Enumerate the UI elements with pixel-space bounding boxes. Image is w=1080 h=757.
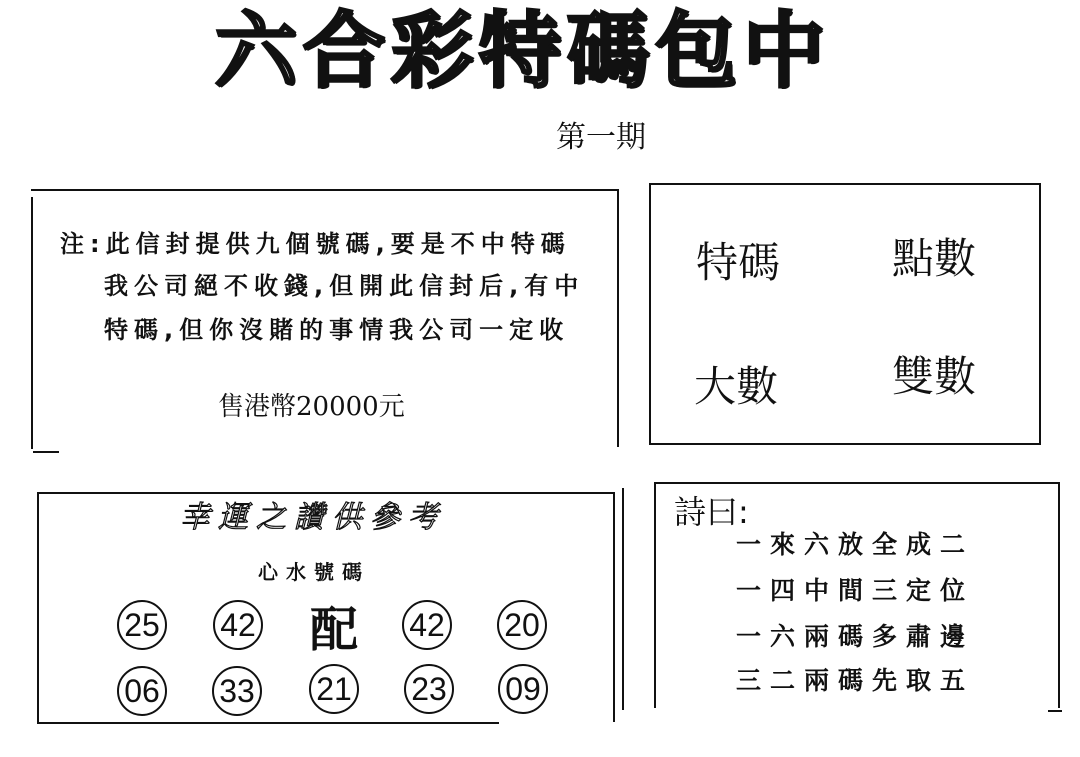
number-ball: 42: [213, 600, 263, 650]
poem-line: 三二兩碼先取五: [736, 666, 975, 695]
numbers-title: 幸運之讚供參考: [180, 500, 446, 535]
issue-number: 第一期: [556, 120, 646, 155]
poem-heading: 詩曰:: [674, 493, 749, 531]
number-ball: 20: [497, 600, 547, 650]
number-ball: 33: [212, 666, 262, 716]
divider-line: [622, 488, 624, 710]
number-ball: 42: [402, 600, 452, 650]
number-ball: 06: [117, 666, 167, 716]
price: 售港幣20000元: [218, 392, 405, 422]
category-special-code: 特碼: [696, 238, 781, 287]
number-ball: 23: [404, 664, 454, 714]
numbers-subtitle: 心水號碼: [258, 560, 370, 584]
note-line-1: 注:此信封提供九個號碼,要是不中特碼: [60, 230, 571, 258]
poem-line: 一四中間三定位: [736, 576, 975, 605]
poem-line: 一六兩碼多肅邊: [736, 622, 975, 651]
number-ball: 21: [309, 664, 359, 714]
category-even: 雙數: [892, 352, 977, 401]
pair-label: 配: [310, 602, 359, 658]
note-line-2: 我公司絕不收錢,但開此信封后,有中: [104, 272, 585, 300]
category-big: 大數: [694, 362, 779, 411]
main-title: 六合彩特碼包中: [215, 3, 832, 99]
category-points: 點數: [892, 234, 977, 283]
note-line-3: 特碼,但你沒賭的事情我公司一定收: [104, 316, 570, 344]
number-ball: 09: [498, 664, 548, 714]
number-ball: 25: [117, 600, 167, 650]
poem-line: 一來六放全成二: [736, 530, 975, 559]
